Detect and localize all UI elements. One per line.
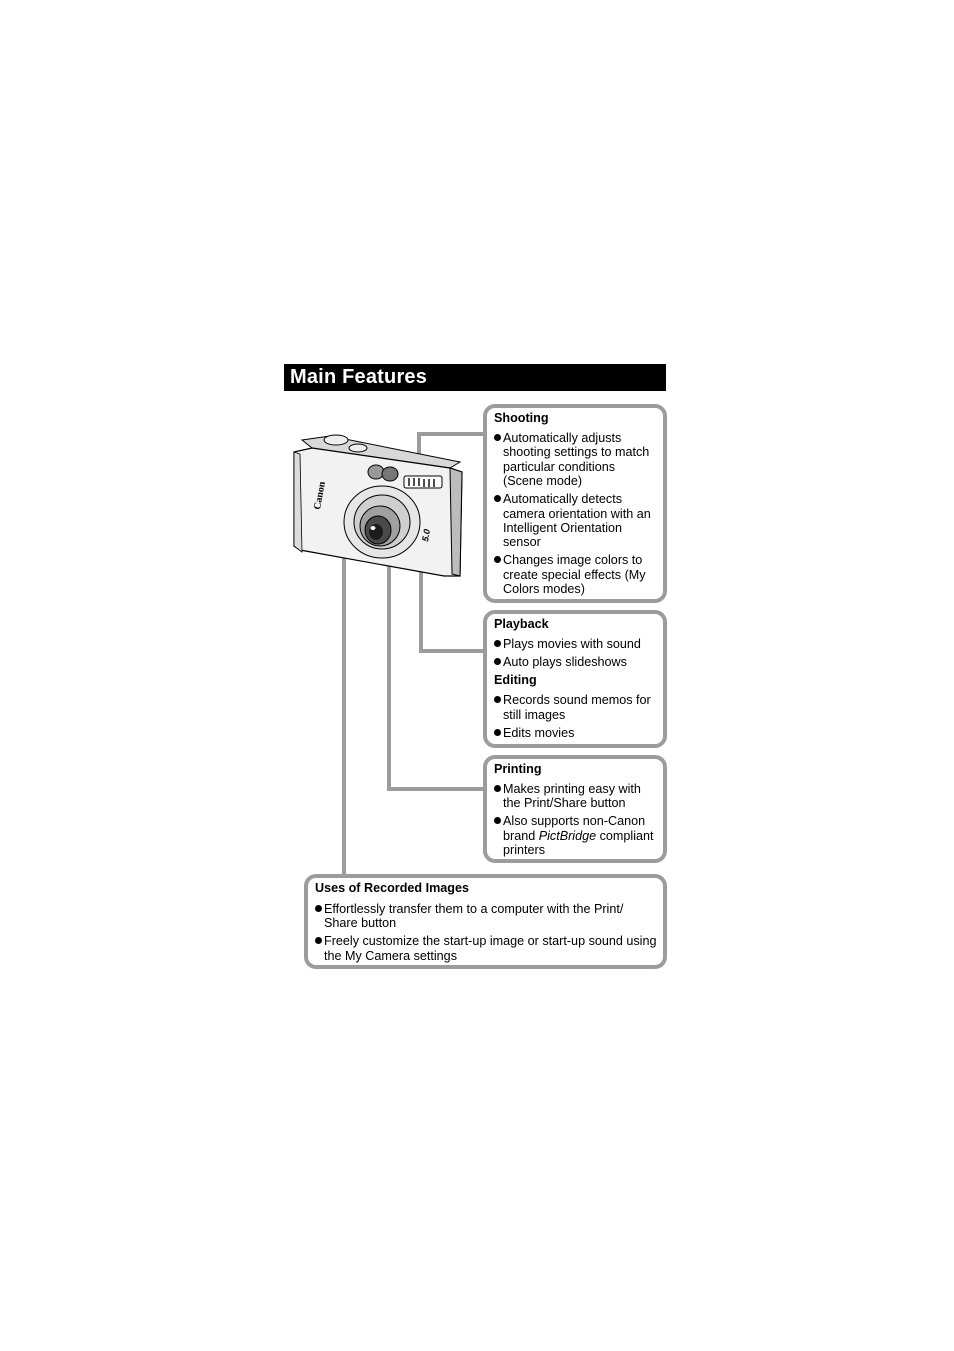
pictbridge-text-before: Also supports non-Canon brand [503, 814, 646, 843]
shooting-list [494, 431, 657, 597]
printing-list [494, 782, 657, 858]
uses-heading: Uses of Recorded Images [315, 881, 469, 895]
list-item: Auto plays slideshows [494, 655, 657, 669]
editing-list [494, 693, 657, 740]
pictbridge-name: PictBridge [538, 828, 597, 843]
shooting-box [483, 404, 667, 603]
playback-list [494, 637, 657, 669]
camera-illustration [290, 434, 470, 584]
list-item [494, 814, 657, 857]
list-item: Effortlessly transfer them to a computer with the Print/ Share button [315, 902, 657, 931]
list-item: Changes image colors to create special effects (My Colors modes) [494, 553, 657, 596]
shooting-heading: Shooting [494, 411, 549, 425]
list-item: Records sound memos for still images [494, 693, 657, 722]
list-item: Makes printing easy with the Print/Share button [494, 782, 657, 811]
playback-editing-box [483, 610, 667, 748]
list-item: Edits movies [494, 726, 657, 740]
printing-heading: Printing [494, 762, 542, 776]
list-item: Plays movies with sound [494, 637, 657, 651]
uses-list [315, 902, 657, 963]
page-title: Main Features [284, 364, 666, 391]
uses-box [304, 874, 667, 969]
editing-heading: Editing [494, 673, 537, 688]
playback-heading: Playback [494, 617, 549, 631]
connector-printing [389, 560, 485, 789]
list-item: Automatically adjusts shooting settings to match particular conditions (Scene mode) [494, 431, 657, 489]
megapixel-badge: 5.0 [420, 528, 433, 543]
camera-brand-label: Canon [312, 480, 328, 511]
list-item: Automatically detects camera orientation with an Intelligent Orientation sensor [494, 492, 657, 550]
pictbridge-text-after: compliant printers [503, 828, 654, 858]
printing-box [483, 755, 667, 863]
list-item: Freely customize the start-up image or start-up sound using the My Camera settings [315, 934, 657, 963]
